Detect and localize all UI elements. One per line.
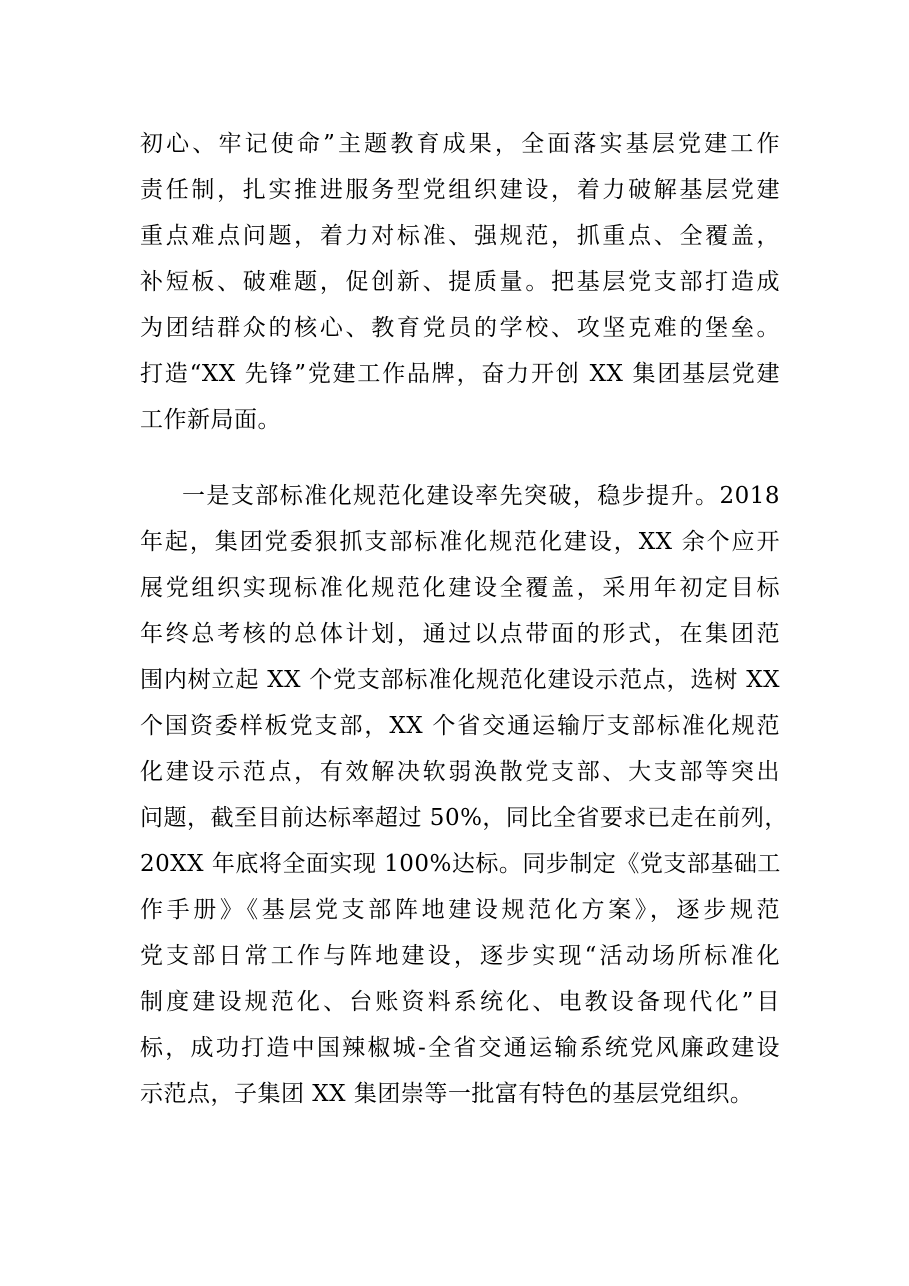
text-line: 年终总考核的总体计划，通过以点带面的形式，在集团范	[140, 621, 780, 647]
paragraph-1	[140, 121, 780, 443]
text-line: 责任制，扎实推进服务型党组织建设，着力破解基层党建	[140, 177, 780, 203]
text-line: 一是支部标准化规范化建设率先突破，稳步提升。2018	[182, 483, 780, 509]
text-line: 年起，集团党委狠抓支部标准化规范化建设，XX 余个应开	[140, 529, 780, 555]
text-line: 标，成功打造中国辣椒城-全省交通运输系统党风廉政建设	[140, 1035, 780, 1061]
text-line: 为团结群众的核心、教育党员的学校、攻坚克难的堡垒。	[140, 315, 780, 341]
text-line: 化建设示范点，有效解决软弱涣散党支部、大支部等突出	[140, 759, 780, 785]
text-line: 问题，截至目前达标率超过 50%，同比全省要求已走在前列，	[140, 805, 788, 831]
text-line: 党支部日常工作与阵地建设，逐步实现“活动场所标准化	[140, 943, 780, 969]
text-line: 20XX 年底将全面实现 100%达标。同步制定《党支部基础工	[140, 851, 781, 877]
text-line: 展党组织实现标准化规范化建设全覆盖，采用年初定目标	[140, 575, 780, 601]
text-line: 作手册》《基层党支部阵地建设规范化方案》，逐步规范	[140, 897, 780, 923]
text-line: 重点难点问题，着力对标准、强规范，抓重点、全覆盖，	[140, 223, 780, 249]
text-line: 围内树立起 XX 个党支部标准化规范化建设示范点，选树 XX	[140, 667, 780, 693]
text-line: 补短板、破难题，促创新、提质量。把基层党支部打造成	[140, 269, 780, 295]
text-line: 示范点，子集团 XX 集团崇等一批富有特色的基层党组织。	[140, 1081, 754, 1107]
text-line: 初心、牢记使命”主题教育成果，全面落实基层党建工作	[140, 131, 780, 157]
text-line: 工作新局面。	[140, 407, 281, 433]
text-line: 制度建设规范化、台账资料系统化、电教设备现代化”目	[140, 989, 780, 1015]
text-line: 打造“XX 先锋”党建工作品牌，奋力开创 XX 集团基层党建	[140, 361, 780, 387]
text-line: 个国资委样板党支部，XX 个省交通运输厅支部标准化规范	[140, 713, 780, 739]
paragraph-2	[140, 473, 788, 1117]
